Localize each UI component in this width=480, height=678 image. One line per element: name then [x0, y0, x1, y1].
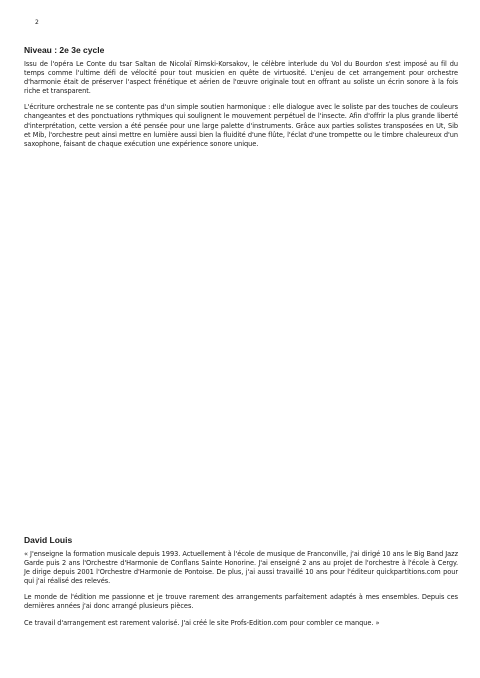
- level-section: [24, 45, 458, 156]
- author-name-heading: David Louis: [24, 535, 73, 545]
- description-paragraph-2: L'écriture orchestrale ne se contente pas d'un simple soutien harmonique : elle dialogue avec le soliste par des touches de couleurs changeantes et des ponctuations rythmiques qui soulignent le mouvement perpétuel de l'insecte. Afin d'offrir la plus grande liberté d'interprétation, cette version a été pensée pour une large palette d'instruments. Grâce aux parties solistes transposées en Ut, Sib et Mib, l'orchestre peut ainsi mettre en lumière aussi bien la fluidité d'une flûte, l'éclat d'une trompette ou le timbre chaleureux d'un saxophone, faisant de chaque exécution une expérience sonore unique.: [24, 103, 458, 148]
- author-bio-paragraph-2: Le monde de l'édition me passionne et je trouve rarement des arrangements parfaitement adaptés à mes ensembles. Depuis ces dernières années j'ai donc arrangé plusieurs pièces.: [24, 593, 458, 611]
- level-heading: Niveau : 2e 3e cycle: [24, 45, 105, 55]
- page-number: 2: [35, 19, 39, 26]
- author-bio-paragraph-1: « J'enseigne la formation musicale depuis 1993. Actuellement à l'école de musique de Franconville, j'ai dirigé 10 ans le Big Band Jazz Garde puis 2 ans l'Orchestre d'Harmonie de Conflans Sainte Honorine. J'ai enseigné 2 ans au projet de l'orchestre à l'école à Cergy. Je dirige depuis 2001 l'Orchestre d'Harmonie de Pontoise. De plus, j'ai aussi travaillé 10 ans pour l'éditeur quickpartitions.com pour qui j'ai réalisé des relevés.: [24, 550, 458, 586]
- author-section: [24, 535, 458, 635]
- author-bio-paragraph-3: Ce travail d'arrangement est rarement valorisé. J'ai créé le site Profs-Edition.com pour combler ce manque. »: [24, 618, 380, 627]
- description-paragraph-1: Issu de l'opéra Le Conte du tsar Saltan de Nicolaï Rimski-Korsakov, le célèbre interlude du Vol du Bourdon s'est imposé au fil du temps comme l'ultime défi de vélocité pour tout musicien en quête de virtuosité. L'enjeu de cet arrangement pour orchestre d'harmonie était de préserver l'aspect frénétique et aérien de l'œuvre originale tout en offrant au soliste un écrin sonore à la fois riche et transparent.: [24, 60, 458, 96]
